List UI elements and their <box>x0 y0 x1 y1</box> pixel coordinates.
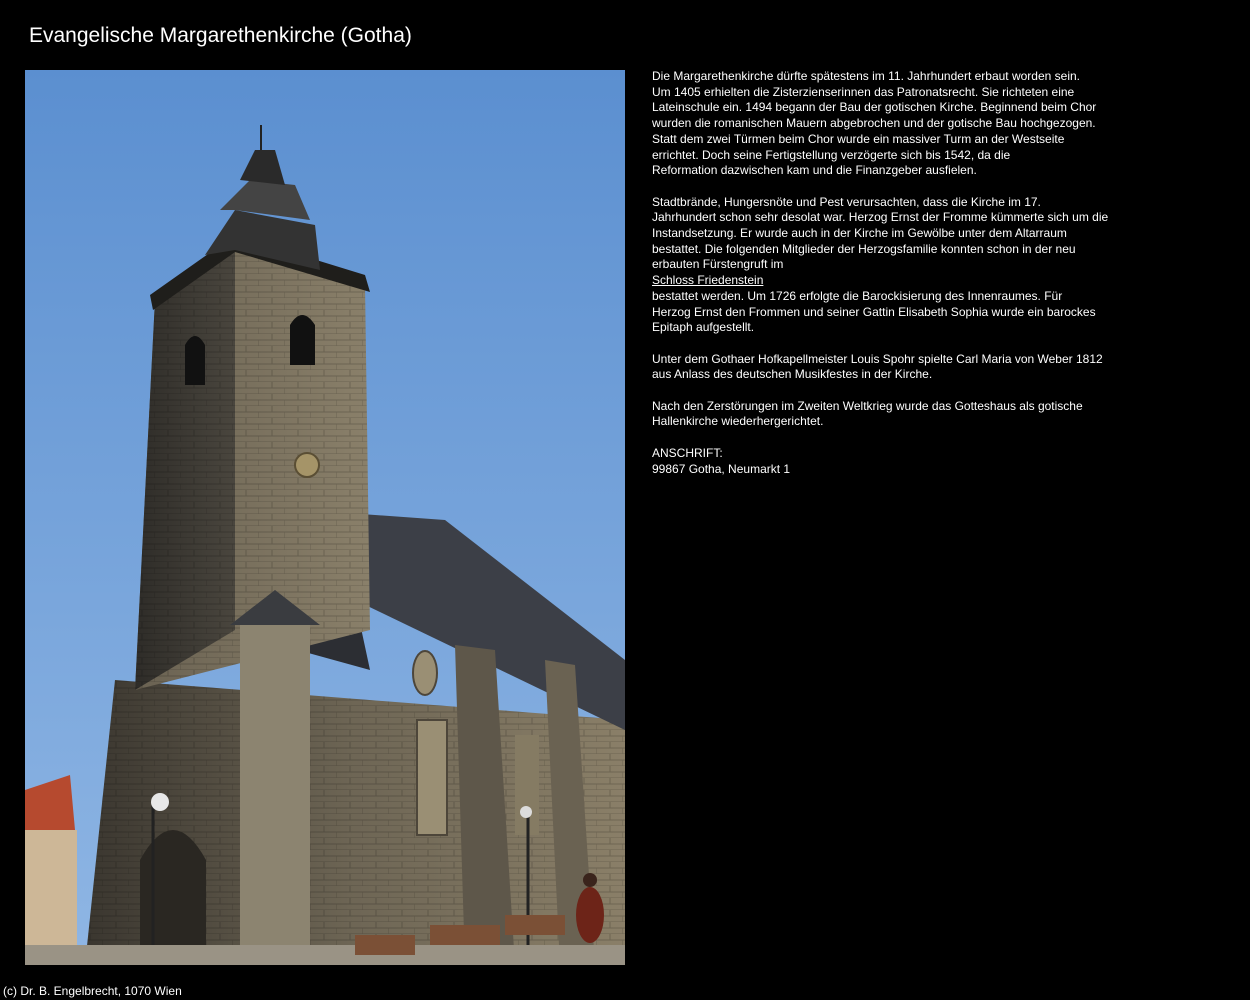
church-photo <box>25 70 625 965</box>
text-line: aus Anlass des deutschen Musikfestes in der Kirche. <box>652 367 933 382</box>
paragraph-music <box>652 352 1122 383</box>
text-line: wurden die romanischen Mauern abgebrochen und der gotische Bau hochgezogen. <box>652 116 1096 131</box>
text-line: Instandsetzung. Er wurde auch in der Kirche im Gewölbe unter dem Altarraum <box>652 226 1067 241</box>
text-line: Nach den Zerstörungen im Zweiten Weltkrieg wurde das Gotteshaus als gotische <box>652 398 1083 413</box>
address-label: ANSCHRIFT: <box>652 445 723 460</box>
text-line: Die Margarethenkirche dürfte spätestens im 11. Jahrhundert erbaut worden sein. <box>652 69 1081 83</box>
paragraph-restoration <box>652 195 1122 336</box>
address-value: 99867 Gotha, Neumarkt 1 <box>652 461 791 476</box>
text-line: Hallenkirche wiederhergerichtet. <box>652 414 824 429</box>
text-line: bestattet. Die folgenden Mitglieder der Herzogsfamilie konnten schon in der neu <box>652 241 1076 256</box>
text-line: Stadtbrände, Hungersnöte und Pest verursachten, dass die Kirche im 17. <box>652 194 1041 209</box>
text-line: errichtet. Doch seine Fertigstellung verzögerte sich bis 1542, da die <box>652 147 1011 162</box>
text-line: Epitaph aufgestellt. <box>652 320 755 335</box>
text-line: Jahrhundert schon sehr desolat war. Herzog Ernst der Fromme kümmerte sich um die <box>652 210 1109 225</box>
text-line: Lateinschule ein. 1494 begann der Bau der gotischen Kirche. Beginnend beim Chor <box>652 100 1097 115</box>
text-line: Unter dem Gothaer Hofkapellmeister Louis Spohr spielte Carl Maria von Weber 1812 <box>652 351 1103 366</box>
text-line: Reformation dazwischen kam und die Finanzgeber ausfielen. <box>652 163 977 178</box>
address-block <box>652 446 1122 477</box>
text-line: Herzog Ernst den Frommen und seiner Gattin Elisabeth Sophia wurde ein barockes <box>652 304 1096 319</box>
text-line: bestattet werden. Um 1726 erfolgte die Barockisierung des Innenraumes. Für <box>652 288 1063 303</box>
text-line: Statt dem zwei Türmen beim Chor wurde ein massiver Turm an der Westseite <box>652 131 1065 146</box>
schloss-friedenstein-link[interactable]: Schloss Friedenstein <box>652 273 764 288</box>
description-text <box>652 69 1122 493</box>
paragraph-reconstruction <box>652 399 1122 430</box>
text-line: erbauten Fürstengruft im <box>652 257 784 272</box>
copyright-footer: (c) Dr. B. Engelbrecht, 1070 Wien <box>3 984 182 998</box>
text-line: Um 1405 erhielten die Zisterzienserinnen das Patronatsrecht. Sie richteten eine <box>652 84 1075 99</box>
page-title: Evangelische Margarethenkirche (Gotha) <box>29 24 412 47</box>
paragraph-history <box>652 69 1122 179</box>
